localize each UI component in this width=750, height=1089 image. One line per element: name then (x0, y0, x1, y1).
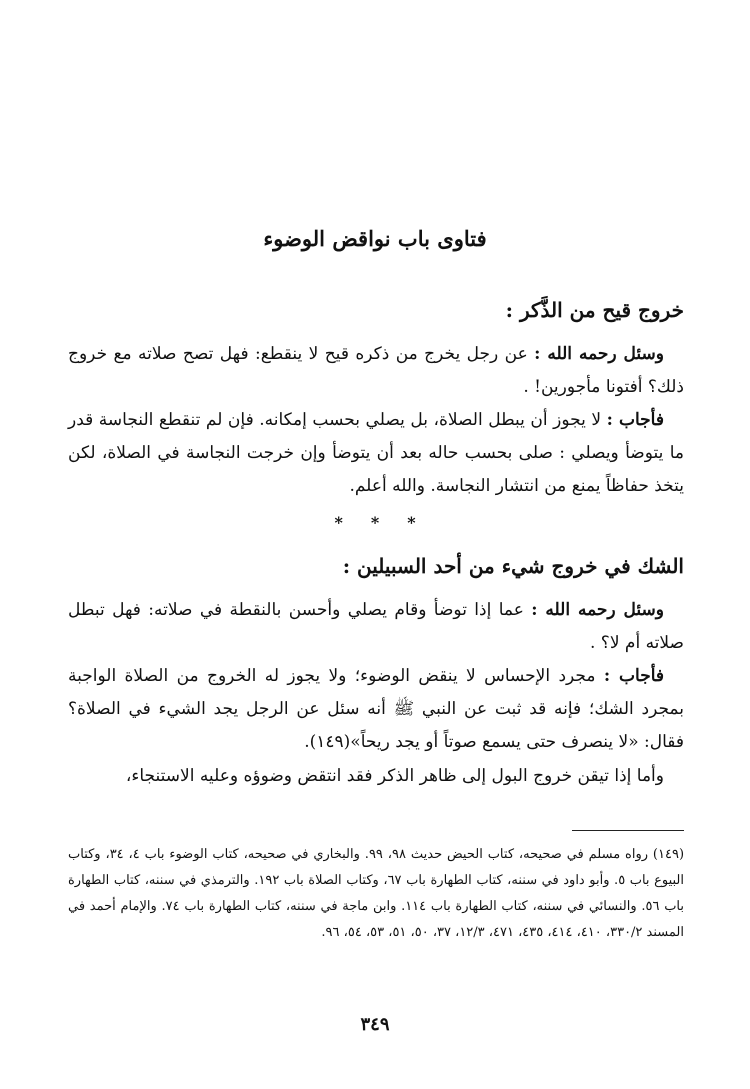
answer-text: لا يجوز أن يبطل الصلاة، بل يصلي بحسب إمكانه. فإن لم تنقطع النجاسة قدر ما يتوضأ ويصلي : صلى بحسب حاله بعد أن يتوضأ وإن خرجت النجاسة في الصلاة، لكن يتخذ حفاظاً يمنع من انتشار النجاسة. والله أعلم. (68, 410, 684, 496)
footnote-divider (572, 830, 684, 831)
question-lead: وسئل رحمه الله : (534, 344, 664, 364)
question-text: عن رجل يخرج من ذكره قيح لا ينقطع: فهل تصح صلاته مع خروج ذلك؟ أفتونا مأجورين! . (68, 344, 684, 397)
chapter-title: فتاوى باب نواقض الوضوء (263, 226, 487, 251)
question-text: عما إذا توضأ وقام يصلي وأحسن بالنقطة في صلاته: فهل تبطل صلاته أم لا؟ . (68, 600, 684, 653)
answer-paragraph-1 (68, 404, 684, 503)
footnote-149: (١٤٩) رواه مسلم في صحيحه، كتاب الحيض حديث ٩٨، ٩٩. والبخاري في صحيحه، كتاب الوضوء باب ٤، ٣٤، وكتاب البيوع باب ٥. وأبو داود في سننه، كتاب الطهارة باب ٦٧، وكتاب الصلاة باب ١٩٢. والترمذي في سننه، كتاب الطهارة باب ٥٦. والنسائي في سننه، كتاب الطهارة باب ١١٤. وابن ماجة في سننه، كتاب الطهارة باب ٧٤. والإمام أحمد في المسند ٣٣٠/٢، ٤١٠، ٤١٤، ٤٣٥، ٤٧١، ١٢/٣، ٣٧، ٥٠، ٥١، ٥٣، ٥٤، ٩٦. (68, 847, 685, 940)
section-heading-2: الشك في خروج شيء من أحد السبيلين : (342, 554, 684, 578)
question-paragraph-2 (68, 594, 684, 660)
page-number: ٣٤٩ (360, 1014, 390, 1035)
section-separator (0, 513, 750, 532)
question-paragraph-1 (68, 338, 684, 404)
answer-lead: فأجاب : (603, 666, 665, 686)
separator-star: * (370, 513, 380, 532)
separator-star: * (334, 513, 343, 532)
section-heading-1: خروج قيح من الذَّكر : (505, 298, 684, 322)
question-lead: وسئل رحمه الله : (531, 600, 664, 620)
continuation-paragraph: وأما إذا تيقن خروج البول إلى ظاهر الذكر فقد انتقض وضوؤه وعليه الاستنجاء، (125, 766, 664, 786)
answer-paragraph-2 (68, 660, 684, 759)
answer-lead: فأجاب : (606, 410, 664, 430)
separator-star: * (407, 513, 416, 532)
answer-text: مجرد الإحساس لا ينقض الوضوء؛ ولا يجوز له الخروج من الصلاة الواجبة بمجرد الشك؛ فإنه قد ثبت عن النبي ﷺ أنه سئل عن الرجل يجد الشيء في الصلاة؟ فقال: «لا ينصرف حتى يسمع صوتاً أو يجد ريحاً»(١٤٩). (68, 666, 684, 752)
